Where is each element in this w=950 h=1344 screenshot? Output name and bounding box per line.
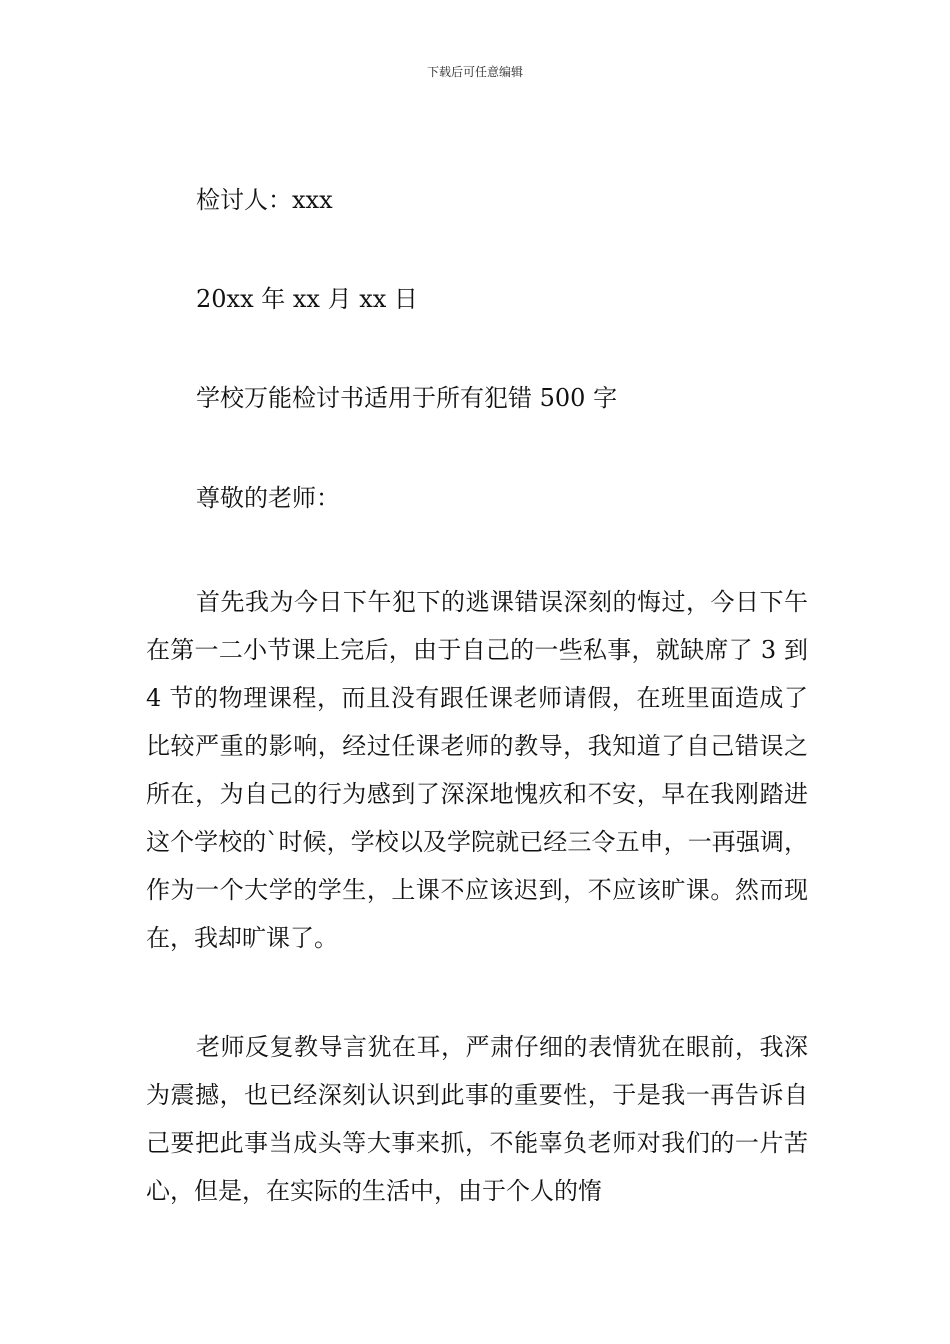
document-title: 学校万能检讨书适用于所有犯错 500 字	[196, 384, 618, 412]
page-header: 下载后可任意编辑	[426, 65, 523, 79]
body-paragraph-1: 首先我为今日下午犯下的逃课错误深刻的悔过，今日下午在第一二小节课上完后，由于自己的一些私事，就缺席了 3 到 4 节的物理课程，而且没有跟任课老师请假，在班里面造成了比较严重的影响，经过任课老师的教导，我知道了自己错误之所在，为自己的行为感到了深深地愧疚和不安，早在我刚踏进这个学校的`时候，学校以及学院就已经三令五申，一再强调，作为一个大学的学生，上课不应该迟到，不应该旷课。然而现在，我却旷课了。	[146, 588, 808, 952]
signature-line: 检讨人：xxx	[196, 186, 333, 214]
date-line: 20xx 年 xx 月 xx 日	[196, 285, 418, 313]
body-paragraph-2: 老师反复教导言犹在耳，严肃仔细的表情犹在眼前，我深为震撼，也已经深刻认识到此事的重要性，于是我一再告诉自己要把此事当成头等大事来抓，不能辜负老师对我们的一片苦心，但是，在实际的生活中，由于个人的惰	[146, 1033, 808, 1205]
salutation: 尊敬的老师：	[196, 484, 340, 512]
